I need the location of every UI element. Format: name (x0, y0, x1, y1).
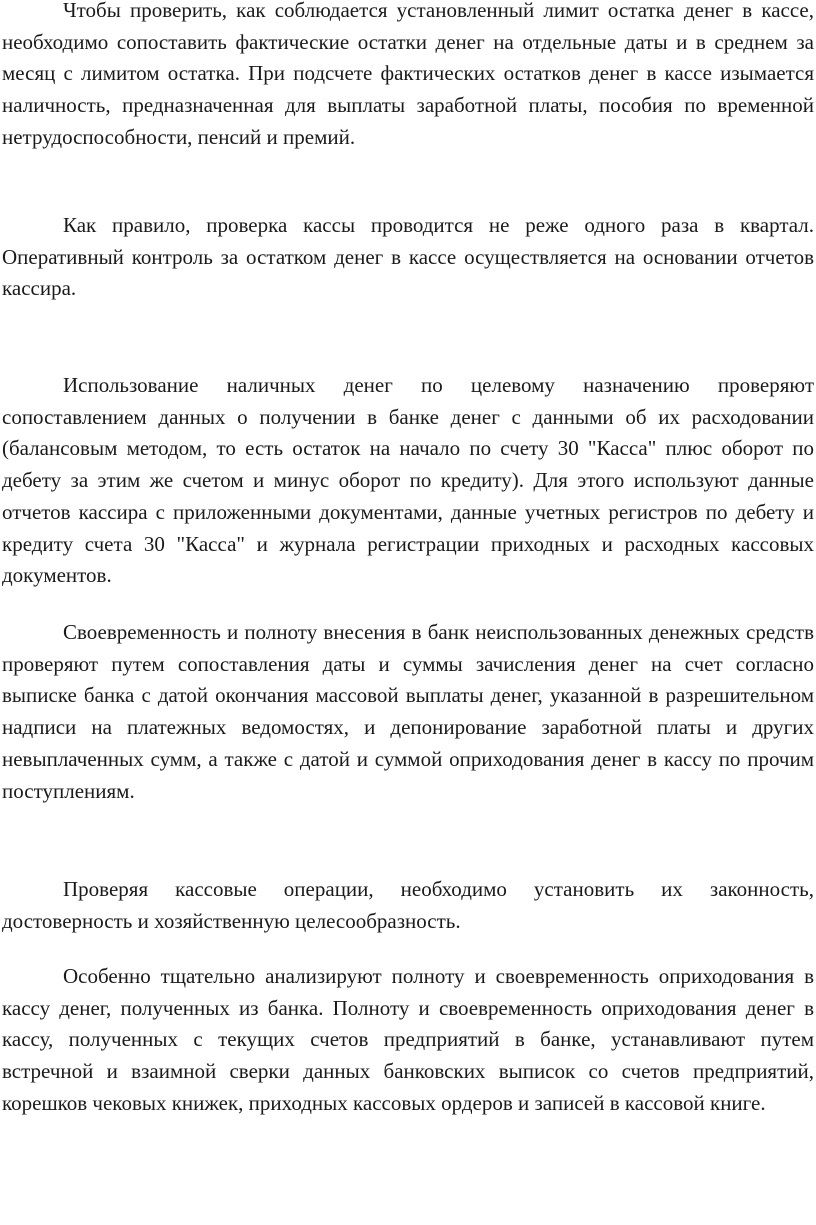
paragraph-quarterly-inspection: Как правило, проверка кассы проводится не реже одного раза в квартал. Оперативный контроль за остатком денег в кассе осуществляется на основании отчетов кассира. (2, 213, 814, 301)
paragraph-target-use: Использование наличных денег по целевому назначению проверяют сопоставлением данных о получении в банке денег с данными об их расходовании (балансовым методом, то есть остаток на начало по счету 30 "Касса" плюс оборот по дебету за этим же счетом и минус оборот по кредиту). Для этого используют данные отчетов кассира с приложенными документами, данные учетных регистров по дебету и кредиту счета 30 "Касса" и журнала регистрации приходных и расходных кассовых документов. (2, 373, 814, 588)
paragraph-bank-receipts-analysis: Особенно тщательно анализируют полноту и своевременность оприходования в кассу денег, полученных из банка. Полноту и своевременность оприходования денег в кассу, полученных с текущих счетов предприятий в банке, устанавливают путем встречной и взаимной сверки данных банковских выписок со счетов предприятий, корешков чековых книжек, приходных кассовых ордеров и записей в кассовой книге. (2, 964, 814, 1115)
paragraph-bank-deposit-timeliness: Своевременность и полноту внесения в банк неиспользованных денежных средств проверяют путем сопоставления даты и суммы зачисления денег на счет согласно выписке банка с датой окончания массовой выплаты денег, указанной в разрешительном надписи на платежных ведомостях, и депонирование заработной платы и других невыплаченных сумм, а также с датой и суммой оприходования денег в кассу по прочим поступлениям. (2, 620, 814, 803)
paragraph-cash-operations-legality: Проверяя кассовые операции, необходимо установить их законность, достоверность и хозяйственную целесообразность. (2, 877, 814, 933)
paragraph-cash-limit-check: Чтобы проверить, как соблюдается установленный лимит остатка денег в кассе, необходимо сопоставить фактические остатки денег на отдельные даты и в среднем за месяц с лимитом остатка. При подсчете фактических остатков денег в кассе изымается наличность, предназначенная для выплаты заработной платы, пособия по временной нетрудоспособности, пенсий и премий. (2, 0, 814, 149)
